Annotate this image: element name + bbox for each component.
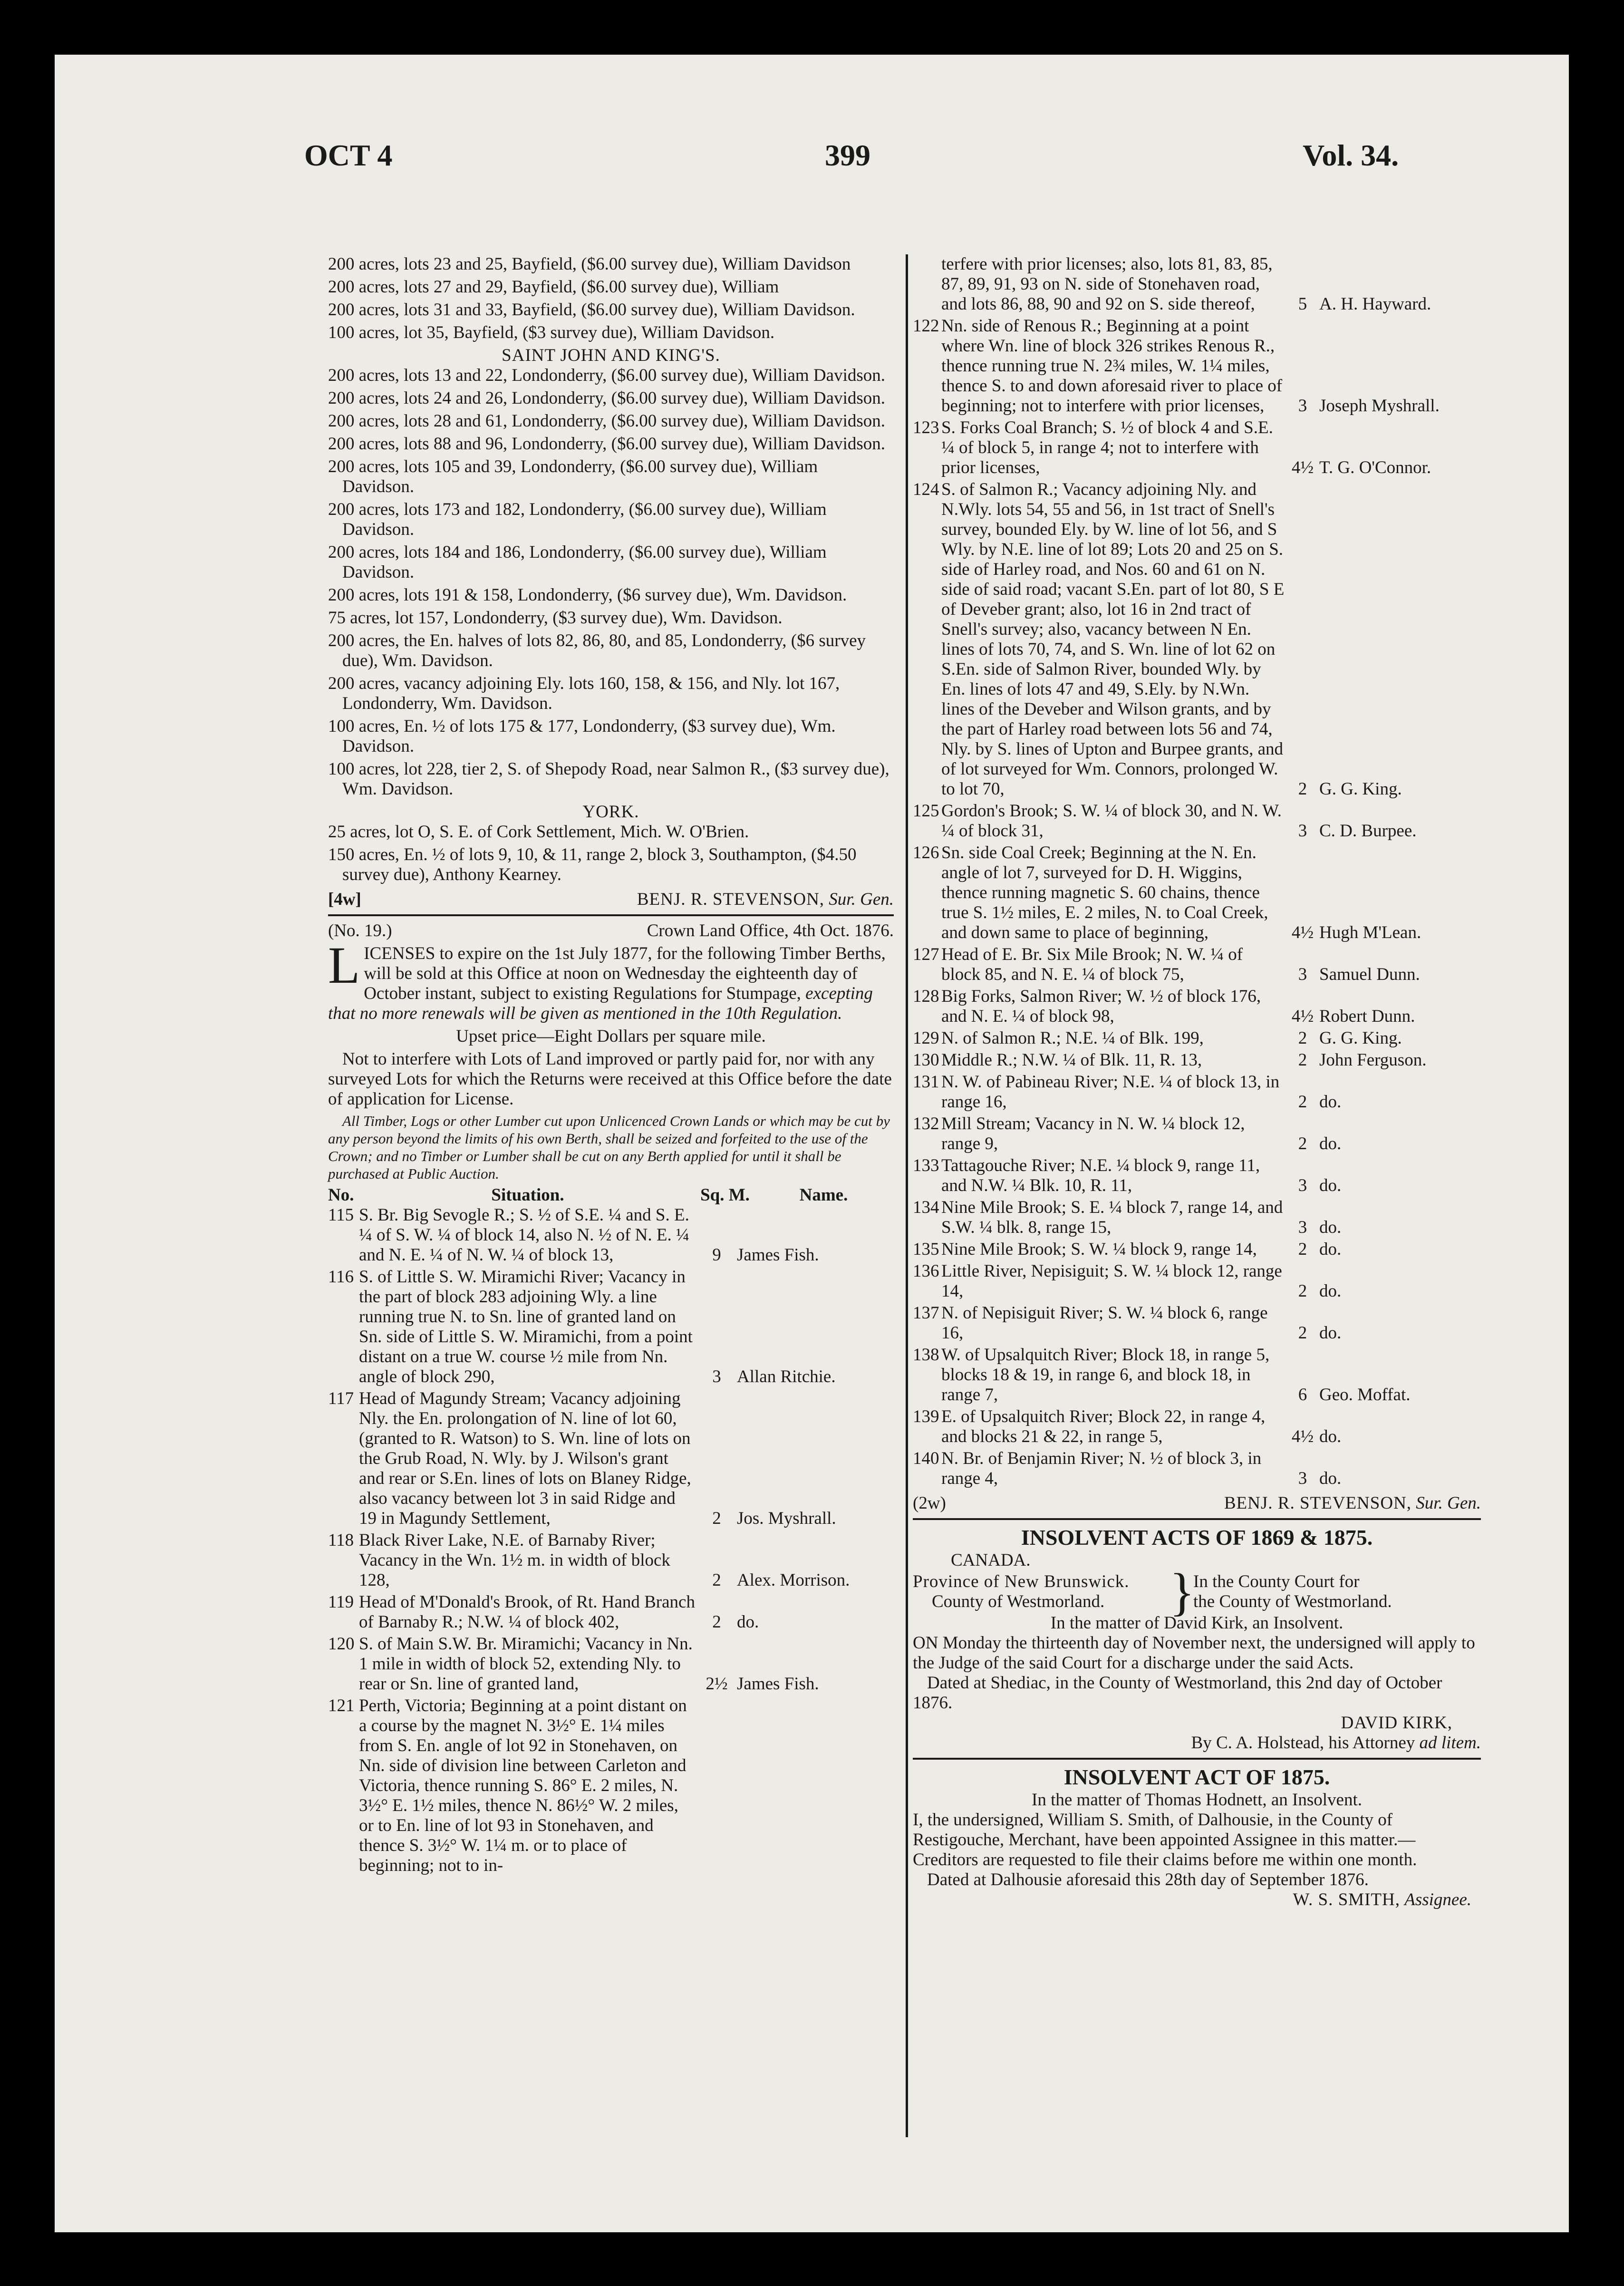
list-item: 100 acres, lot 228, tier 2, S. of Shepody Road, near Salmon R., ($3 survey due), Wm. Davidson. [328,759,889,799]
table-row [913,1156,1481,1196]
licensee-name: Alex. Morrison. [737,1570,850,1590]
table-header [328,1185,894,1205]
licensee-name: do. [737,1612,759,1632]
timber-berth-table-left [328,1205,894,1876]
sig1-name: BENJ. R. STEVENSON, [637,890,825,909]
table-row [913,1028,1481,1048]
timber-berth-table-right [913,254,1481,1489]
berth-situation: Black River Lake, N.E. of Barnaby River; Vacancy in the Wn. 1½ m. in width of block 128, [359,1530,670,1590]
berth-square-miles: 4½ [1291,458,1314,477]
list-item: 200 acres, lots 88 and 96, Londonderry, ($6.00 survey due), William Davidson. [328,434,886,454]
berth-square-miles: 3 [712,1367,721,1386]
col-situation: Situation. [491,1185,564,1205]
newspaper-page [55,55,1569,2232]
ins1-signer: DAVID KIRK, [1341,1713,1452,1733]
berth-square-miles: 2 [1298,1323,1307,1343]
berth-situation: W. of Upsalquitch River; Block 18, in range 5, blocks 18 & 19, in range 6, and block 18, in range 7, [941,1345,1270,1405]
berth-number: 124 [913,480,939,499]
table-row [913,316,1481,416]
brace: } [1170,1563,1195,1621]
licensee-name: do. [1319,1240,1342,1259]
berth-square-miles: 2 [1298,1281,1307,1301]
licensee-name: do. [1319,1134,1342,1153]
licensee-name: John Ferguson. [1319,1050,1427,1070]
list-item: 200 acres, vacancy adjoining Ely. lots 160, 158, & 156, and Nly. lot 167, Londonderry, Wm. Davidson. [328,674,840,713]
berth-square-miles: 9 [712,1245,721,1265]
berth-situation: S. of Little S. W. Miramichi River; Vacancy in the part of block 283 adjoining Wly. a line running true N. to Sn. line of granted land on Sn. side of Little S. W. Miramichi, from a point distant on a true W. course ½ mile from Nn. angle of block 290, [359,1267,693,1386]
insolvent-notice-2-title: INSOLVENT ACT OF 1875. [1063,1765,1330,1789]
sig1-title: Sur. Gen. [829,890,894,909]
heading-york: YORK. [582,802,639,822]
licensee-name: do. [1319,1176,1342,1195]
berth-number: 130 [913,1050,939,1070]
table-row [913,254,1481,314]
berth-situation: S. Forks Coal Branch; S. ½ of block 4 and S.E. ¼ of block 5, in range 4; not to interfere with prior licenses, [941,418,1273,477]
berth-square-miles: 2 [1298,1134,1307,1153]
ins2-body: I, the undersigned, William S. Smith, of Dalhousie, in the County of Restigouche, Merchant, have been appointed Assignee in this matter.—Creditors are requested to file their claims before me within one month. [913,1810,1417,1869]
berth-situation: Nn. side of Renous R.; Beginning at a point where Wn. line of block 326 strikes Renous R., thence running true N. 2¾ miles, W. 1¼ miles, thence S. to and down aforesaid river to place of beginning; not to interfere with prior licenses, [941,316,1283,416]
header-volume: Vol. 34. [1303,138,1399,172]
heading-saint-john-kings: SAINT JOHN AND KING'S. [502,346,720,365]
berth-situation: N. of Nepisiguit River; S. W. ¼ block 6, range 16, [941,1303,1268,1343]
canada-label: CANADA. [951,1550,1031,1570]
licensee-name: Allan Ritchie. [737,1367,836,1386]
berth-square-miles: 4½ [1291,923,1314,942]
table-row [913,945,1481,985]
berth-square-miles: 2 [1298,1092,1307,1112]
notice-heading [328,921,894,941]
table-row [913,1261,1481,1301]
londonderry-entries [328,366,894,799]
county-label: County of Westmorland. [932,1592,1105,1611]
ins2-signature: W. S. SMITH, Assignee. [1293,1890,1471,1909]
table-row [913,480,1481,799]
right-column [913,254,1481,1910]
licensee-name: C. D. Burpee. [1319,821,1417,841]
table-row [913,1303,1481,1343]
sig2-title: Sur. Gen. [1416,1493,1481,1513]
licensee-name: Joseph Myshrall. [1319,396,1440,416]
berth-square-miles: 4½ [1291,1007,1314,1026]
ins1-body: ON Monday the thirteenth day of November next, the undersigned will apply to the Judge of the said Court for a discharge under the said Acts. [913,1633,1475,1673]
list-item: 200 acres, lots 105 and 39, Londonderry, ($6.00 survey due), William Davidson. [328,457,818,496]
licensee-name: James Fish. [737,1245,819,1265]
list-item: 25 acres, lot O, S. E. of Cork Settlement, Mich. W. O'Brien. [328,822,749,842]
col-sq: Sq. M. [700,1185,750,1205]
table-row [913,1449,1481,1489]
notice-number: (No. 19.) [328,921,392,940]
berth-situation: Head of E. Br. Six Mile Brook; N. W. ¼ of block 85, and N. E. ¼ of block 75, [941,945,1243,984]
berth-number: 128 [913,987,939,1006]
table-row [328,1634,894,1694]
signature-block-2 [913,1493,1481,1513]
berth-square-miles: 2 [712,1509,721,1528]
page-number: 399 [825,138,870,172]
header-date: OCT 4 [304,138,393,172]
berth-number: 132 [913,1114,939,1133]
ins2-dated: Dated at Dalhousie aforesaid this 28th day of September 1876. [927,1870,1369,1889]
berth-square-miles: 4½ [1291,1427,1314,1446]
berth-situation: Nine Mile Brook; S. W. ¼ block 9, range 14, [941,1240,1257,1259]
berth-situation: Middle R.; N.W. ¼ of Blk. 11, R. 13, [941,1050,1202,1070]
table-row [328,1205,894,1265]
ins1-dated: Dated at Shediac, in the County of Westmorland, this 2nd day of October 1876. [913,1673,1442,1713]
berth-square-miles: 3 [1298,1176,1307,1195]
col-name: Name. [799,1185,848,1205]
licensee-name: A. H. Hayward. [1319,294,1431,314]
york-entries [328,822,894,885]
list-item: 200 acres, lots 173 and 182, Londonderry, ($6.00 survey due), William Davidson. [328,500,827,539]
licensee-name: do. [1319,1469,1342,1488]
berth-number: 131 [913,1072,939,1092]
licensee-name: do. [1319,1281,1342,1301]
list-item: 75 acres, lot 157, Londonderry, ($3 survey due), Wm. Davidson. [328,608,783,628]
berth-number: 120 [328,1634,355,1654]
berth-number: 138 [913,1345,939,1365]
list-item: 150 acres, En. ½ of lots 9, 10, & 11, range 2, block 3, Southampton, ($4.50 survey due), Anthony Kearney. [328,845,857,884]
berth-square-miles: 6 [1298,1385,1307,1405]
licensee-name: Jos. Myshrall. [737,1509,836,1528]
licensee-name: Samuel Dunn. [1319,965,1420,984]
table-row [913,1345,1481,1405]
list-item: 200 acres, the En. halves of lots 82, 86, 80, and 85, Londonderry, ($6 survey due), Wm. Davidson. [328,631,866,670]
bayfield-entries [328,254,894,343]
notice-body: LICENSES to expire on the 1st July 1877, for the following Timber Berths, will be sold at this Office at noon on Wednesday the eighteenth day of October instant, subject to existing Regulations for Stumpage, excepting that no more renewals will be given as mentioned in the 10th Regulation. [328,936,886,1023]
notice-dropcap: L [328,936,360,994]
berth-situation: N. W. of Pabineau River; N.E. ¼ of block 13, in range 16, [941,1072,1280,1112]
berth-number: 133 [913,1156,939,1175]
table-row [328,1530,894,1590]
berth-square-miles: 2 [712,1570,721,1590]
table-row [913,1050,1481,1070]
berth-situation: E. of Upsalquitch River; Block 22, in range 4, and blocks 21 & 22, in range 5, [941,1407,1266,1446]
province-label: Province of New Brunswick. [913,1572,1130,1591]
licensee-name: do. [1319,1092,1342,1112]
table-row [328,1592,894,1632]
licensee-name: T. G. O'Connor. [1319,458,1431,477]
table-row [913,418,1481,478]
berth-situation: Nine Mile Brook; S. E. ¼ block 7, range 14, and S.W. ¼ blk. 8, range 15, [941,1198,1283,1237]
upset-price: Upset price—Eight Dollars per square mile. [456,1027,766,1046]
licensee-name: James Fish. [737,1674,819,1694]
list-item: 200 acres, lots 28 and 61, Londonderry, ($6.00 survey due), William Davidson. [328,411,886,431]
insolvent-notice-1-title: INSOLVENT ACTS OF 1869 & 1875. [1021,1525,1373,1550]
berth-square-miles: 3 [1298,1218,1307,1237]
berth-number: 123 [913,418,939,437]
court-line-1: In the County Court for [1193,1572,1360,1591]
berth-situation: S. of Salmon R.; Vacancy adjoining Nly. and N.Wly. lots 54, 55 and 56, in 1st tract of Snell's survey, bounded Ely. by W. line of lot 56, and S Wly. by N.E. line of lot 89; Lots 20 and 25 on S. side of Harley road, and Nos. 60 and 61 on N. side of said road; vacant S.En. part of lot 80, S E of Deveber grant; also, lot 16 in 2nd tract of Snell's survey; also, vacancy between N En. lines of lots 70, 74, and S. Wn. line of lot 62 on S.En. side of Salmon River, bounded Wly. by En. lines of lots 47 and 49, S.Ely. by N.Wn. lines of the Deveber and Wilson grants, and by the part of Harley road between lots 56 and 74, Nly. by S. lines of Upton and Burpee grants, and of lot surveyed for Wm. Connors, prolonged W. to lot 70, [941,480,1285,799]
berth-square-miles: 2 [1298,1050,1307,1070]
table-row [328,1696,894,1876]
berth-number: 139 [913,1407,939,1426]
ins1-matter: In the matter of David Kirk, an Insolvent. [1050,1613,1344,1633]
berth-situation: S. of Main S.W. Br. Miramichi; Vacancy in Nn. 1 mile in width of block 52, extending Nly. to rear or Sn. line of granted land, [359,1634,693,1694]
berth-square-miles: 3 [1298,821,1307,841]
berth-situation: N. Br. of Benjamin River; N. ½ of block 3, in range 4, [941,1449,1262,1488]
list-item: 200 acres, lots 13 and 22, Londonderry, ($6.00 survey due), William Davidson. [328,366,886,385]
divider [913,1758,1481,1760]
berth-number: 118 [328,1530,354,1550]
signature-block-1 [328,890,894,910]
list-item: 200 acres, lots 27 and 29, Bayfield, ($6.00 survey due), William [328,277,779,297]
berth-situation: N. of Salmon R.; N.E. ¼ of Blk. 199, [941,1028,1204,1048]
ins2-matter: In the matter of Thomas Hodnett, an Insolvent. [1032,1790,1362,1810]
berth-number: 117 [328,1389,354,1408]
berth-situation: Head of M'Donald's Brook, of Rt. Hand Branch of Barnaby R.; N.W. ¼ of block 402, [359,1592,695,1632]
berth-square-miles: 3 [1298,1469,1307,1488]
licensee-name: G. G. King. [1319,1028,1402,1048]
berth-situation: S. Br. Big Sevogle R.; S. ½ of S.E. ¼ and S. E. ¼ of S. W. ¼ of block 14, also N. ½ of N. E. ¼ and N. E. ¼ of N. W. ¼ of block 13, [359,1205,689,1265]
table-row [328,1267,894,1387]
timber-warning: All Timber, Logs or other Lumber cut upon Unlicenced Crown Lands or which may be cut by any person beyond the limits of his own Berth, shall be seized and forfeited to the use of the Crown; and no Timber or Lumber shall be cut on any Berth applied for until it shall be purchased at Public Auction. [328,1113,890,1182]
sig1-tag: [4w] [328,890,361,909]
list-item: 200 acres, lots 24 and 26, Londonderry, ($6.00 survey due), William Davidson. [328,388,886,408]
divider [913,1518,1481,1520]
list-item: 200 acres, lots 191 & 158, Londonderry, ($6 survey due), Wm. Davidson. [328,585,847,605]
berth-number: 126 [913,843,939,862]
table-row [913,1240,1481,1259]
berth-situation: Head of Magundy Stream; Vacancy adjoining Nly. the En. prolongation of N. line of lot 60, (granted to R. Watson) to S. Wn. line of lots on the Grub Road, N. Wly. by J. Wilson's grant and rear or S.En. lines of lots on Blaney Ridge, also vacancy between lot 3 in said Ridge and 19 in Magundy Settlement, [359,1389,691,1528]
berth-number: 125 [913,801,939,821]
berth-situation: Little River, Nepisiguit; S. W. ¼ block 12, range 14, [941,1261,1282,1301]
table-row [913,1114,1481,1154]
left-column [328,254,894,1878]
berth-number: 127 [913,945,939,964]
licensee-name: Geo. Moffat. [1319,1385,1411,1405]
col-no: No. [328,1185,354,1205]
list-item: 100 acres, En. ½ of lots 175 & 177, Londonderry, ($3 survey due), Wm. Davidson. [328,717,836,756]
table-row [913,987,1481,1027]
licensee-name: do. [1319,1218,1342,1237]
berth-number: 116 [328,1267,354,1287]
list-item: 200 acres, lots 31 and 33, Bayfield, ($6.00 survey due), William Davidson. [328,300,855,320]
table-row [328,1389,894,1529]
berth-situation: terfere with prior licenses; also, lots 81, 83, 85, 87, 89, 91, 93 on N. side of Stonehaven road, and lots 86, 88, 90 and 92 on S. side thereof, [941,254,1273,314]
list-item: 200 acres, lots 184 and 186, Londonderry, ($6.00 survey due), William Davidson. [328,542,827,582]
berth-square-miles: 2 [1298,1240,1307,1259]
table-row [913,1072,1481,1112]
berth-square-miles: 3 [1298,965,1307,984]
court-line-2: the County of Westmorland. [1193,1592,1392,1611]
notice-office: Crown Land Office, 4th Oct. 1876. [647,921,894,940]
berth-square-miles: 3 [1298,396,1307,416]
sig2-name: BENJ. R. STEVENSON, [1224,1493,1412,1513]
table-row [913,843,1481,943]
list-item: 200 acres, lots 23 and 25, Bayfield, ($6.00 survey due), William Davidson [328,254,851,274]
berth-situation: Sn. side Coal Creek; Beginning at the N. En. angle of lot 7, surveyed for D. H. Wiggins, thence running magnetic S. 60 chains, thence true S. 1½ miles, E. 2 miles, N. to Coal Creek, and down same to place of beginning, [941,843,1268,942]
licensee-name: Robert Dunn. [1319,1007,1415,1026]
list-item: 100 acres, lot 35, Bayfield, ($3 survey due), William Davidson. [328,323,775,342]
table-row [913,1198,1481,1238]
berth-square-miles: 5 [1298,294,1307,314]
berth-square-miles: 2½ [706,1674,728,1694]
ins1-by-line: By C. A. Holstead, his Attorney ad litem. [1191,1733,1481,1753]
divider [328,914,894,916]
berth-situation: Tattagouche River; N.E. ¼ block 9, range 11, and N.W. ¼ Blk. 10, R. 11, [941,1156,1260,1195]
berth-situation: Gordon's Brook; S. W. ¼ of block 30, and N. W. ¼ of block 31, [941,801,1282,841]
berth-number: 137 [913,1303,939,1323]
berth-number: 129 [913,1028,939,1048]
court-block [913,1563,1481,1621]
berth-number: 115 [328,1205,354,1225]
table-row [913,1407,1481,1447]
berth-number: 119 [328,1592,354,1612]
column-divider [906,254,908,2137]
licensee-name: do. [1319,1427,1342,1446]
berth-square-miles: 2 [1298,779,1307,799]
berth-situation: Mill Stream; Vacancy in N. W. ¼ block 12, range 9, [941,1114,1245,1153]
berth-square-miles: 2 [1298,1028,1307,1048]
berth-square-miles: 2 [712,1612,721,1632]
berth-number [913,254,941,314]
berth-number: 135 [913,1240,939,1259]
berth-number: 136 [913,1261,939,1281]
berth-situation: Perth, Victoria; Beginning at a point distant on a course by the magnet N. 3½° E. 1¼ miles from S. En. angle of lot 92 in Stonehaven, on Nn. side of division line between Carleton and Victoria, thence running S. 86° E. 2 miles, N. 3½° E. 1½ miles, thence N. 86½° W. 2 miles, or to En. line of lot 93 in Stonehaven, and thence S. 3½° W. 1¼ m. or to place of beginning; not to in- [359,1696,687,1875]
licensee-name: do. [1319,1323,1342,1343]
berth-number: 121 [328,1696,355,1715]
not-interfere-note: Not to interfere with Lots of Land improved or partly paid for, nor with any surveyed Lots for which the Returns were received at this Office before the date of application for License. [328,1049,892,1109]
licensee-name: Hugh M'Lean. [1319,923,1421,942]
berth-number: 122 [913,316,939,336]
table-row [913,801,1481,841]
berth-number: 140 [913,1449,939,1468]
licensee-name: G. G. King. [1319,779,1402,799]
berth-situation: Big Forks, Salmon River; W. ½ of block 176, and N. E. ¼ of block 98, [941,987,1261,1026]
sig2-tag: (2w) [913,1493,946,1513]
berth-number: 134 [913,1198,939,1217]
